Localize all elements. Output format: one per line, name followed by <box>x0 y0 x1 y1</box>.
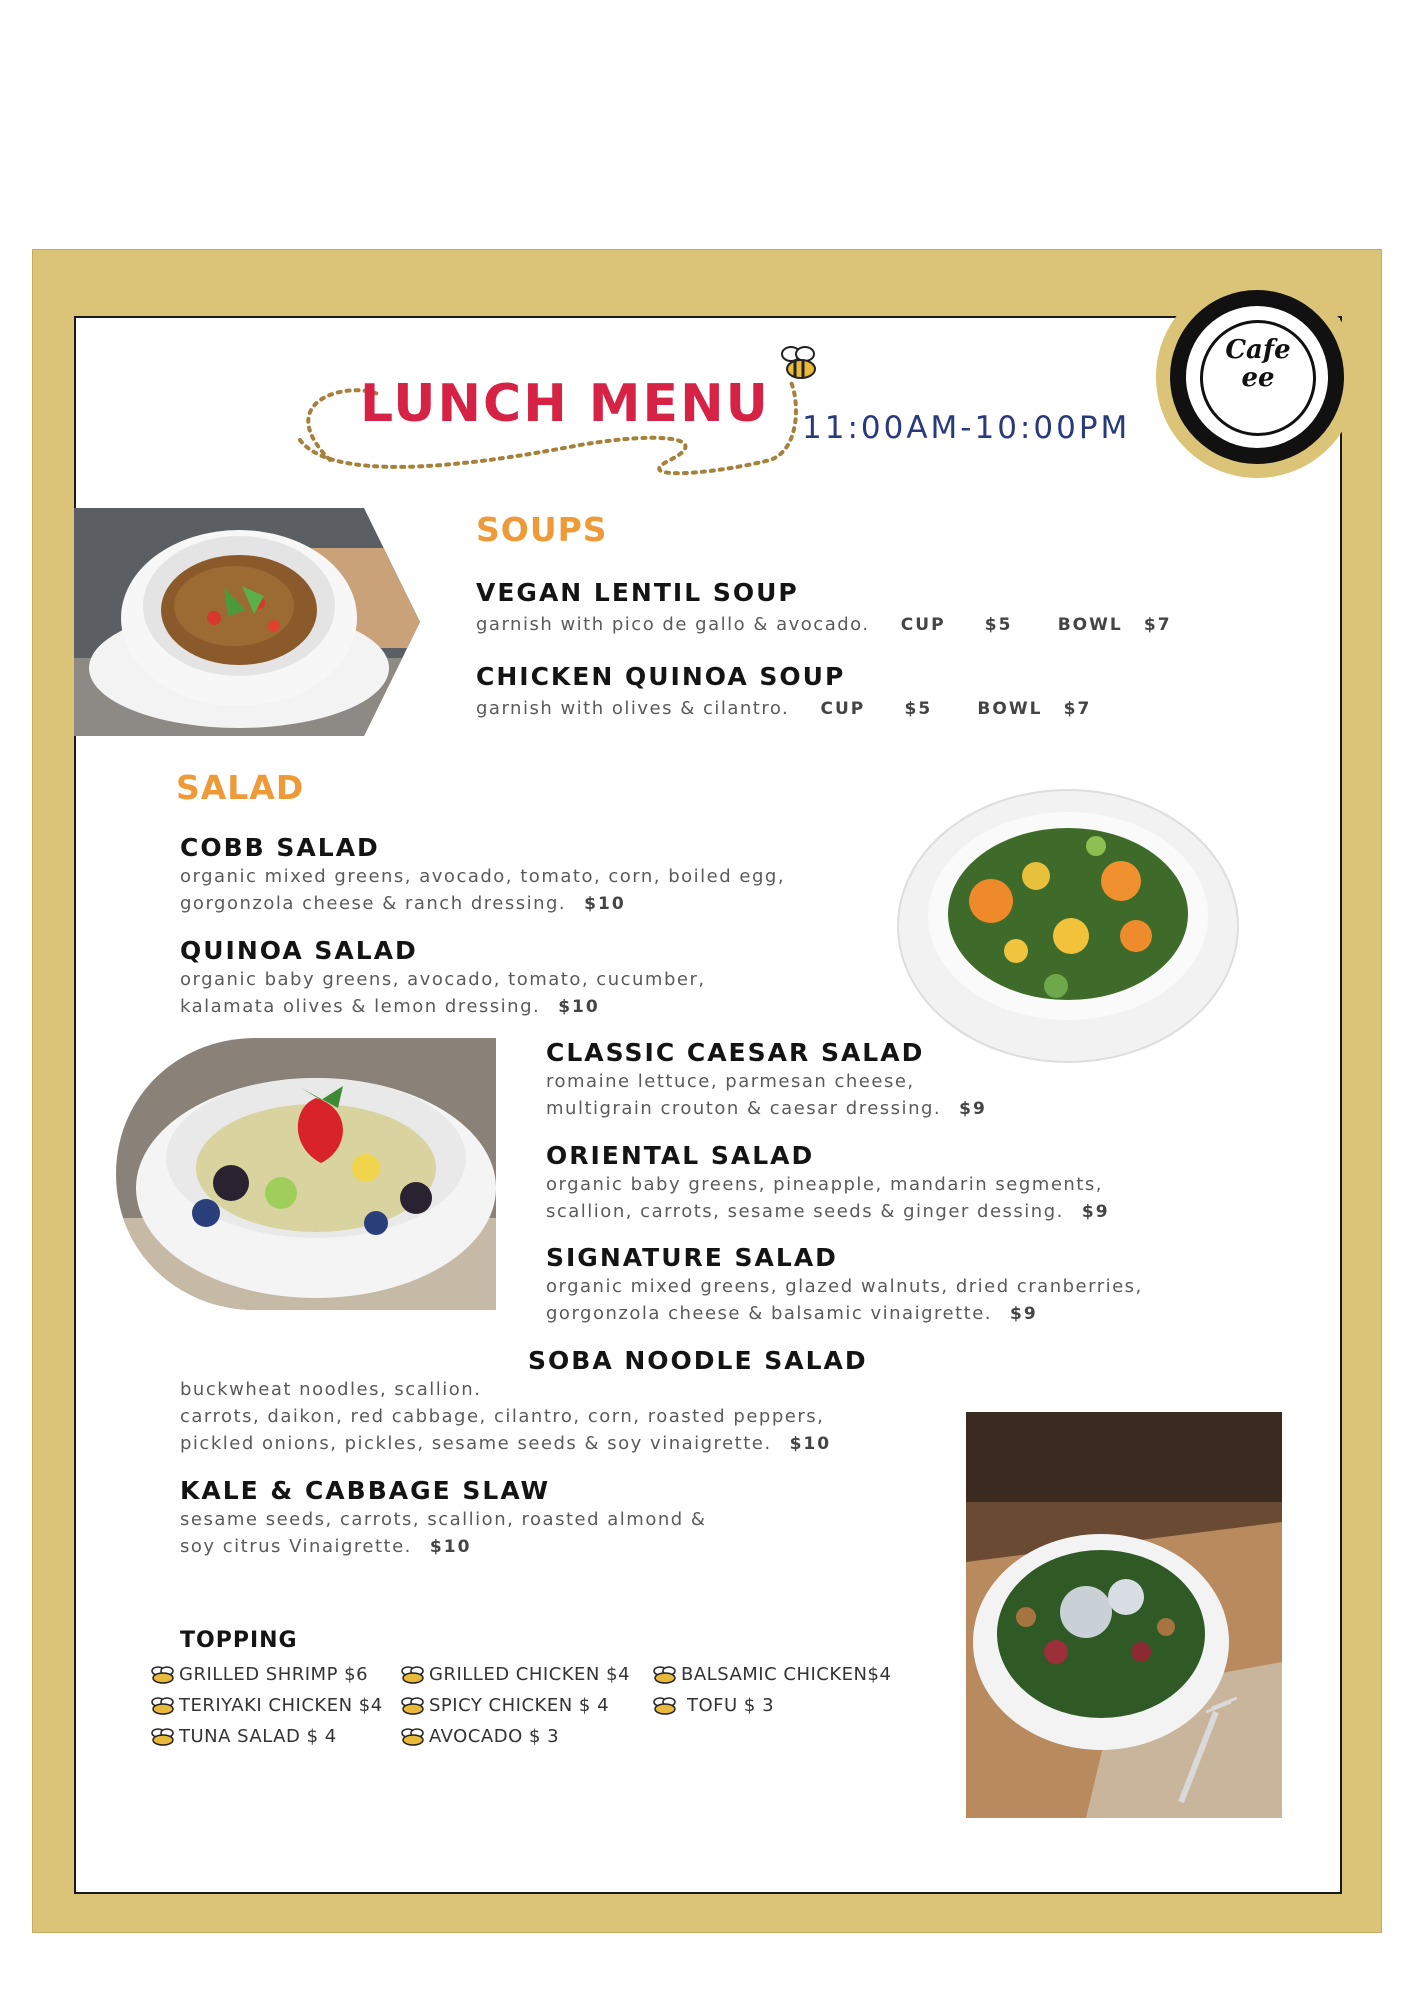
bee-icon <box>400 1697 426 1715</box>
topping-item: TOFU $ 3 <box>652 1695 774 1716</box>
topping-heading: TOPPING <box>180 1628 298 1653</box>
topping-item: TERIYAKI CHICKEN $4 <box>150 1695 383 1716</box>
bee-icon <box>150 1666 176 1684</box>
kale-cabbage-slaw-desc: sesame seeds, carrots, scallion, roasted almond & soy citrus Vinaigrette. $10 <box>180 1509 707 1557</box>
bee-icon <box>150 1697 176 1715</box>
oriental-salad-desc: organic baby greens, pineapple, mandarin segments, scallion, carrots, sesame seeds & ginger dessing. $9 <box>546 1174 1110 1222</box>
bee-icon <box>652 1666 678 1684</box>
oriental-salad-name: ORIENTAL SALAD <box>546 1141 815 1170</box>
cobb-salad-desc: organic mixed greens, avocado, tomato, corn, boiled egg, gorgonzola cheese & ranch dressing. $10 <box>180 866 786 914</box>
topping-item: SPICY CHICKEN $ 4 <box>400 1695 609 1716</box>
soba-noodle-salad-desc: buckwheat noodles, scallion. carrots, daikon, red cabbage, cilantro, corn, roasted peppers, pickled onions, pickles, sesame seeds & soy vinaigrette. $10 <box>180 1379 832 1454</box>
vegan-lentil-soup-name: VEGAN LENTIL SOUP <box>476 578 799 607</box>
bee-icon <box>775 344 823 384</box>
fruit-salad-photo <box>116 1038 496 1310</box>
topping-item: BALSAMIC CHICKEN$4 <box>652 1664 891 1685</box>
caesar-salad-name: CLASSIC CAESAR SALAD <box>546 1038 925 1067</box>
topping-item: GRILLED SHRIMP $6 <box>150 1664 368 1685</box>
signature-salad-desc: organic mixed greens, glazed walnuts, dried cranberries, gorgonzola cheese & balsamic vinaigrette. $9 <box>546 1276 1143 1324</box>
cobb-salad-name: COBB SALAD <box>180 833 380 862</box>
menu-title: LUNCH MENU <box>360 374 770 434</box>
bee-icon <box>652 1697 678 1715</box>
bee-icon <box>400 1728 426 1746</box>
vegan-lentil-soup-desc: garnish with pico de gallo & avocado. CUP $5 BOWL $7 <box>476 614 1172 635</box>
chicken-quinoa-soup-name: CHICKEN QUINOA SOUP <box>476 662 846 691</box>
bee-icon <box>400 1666 426 1684</box>
lentil-soup-photo <box>74 508 420 736</box>
caesar-salad-desc: romaine lettuce, parmesan cheese, multigrain crouton & caesar dressing. $9 <box>546 1071 987 1119</box>
signature-salad-photo <box>966 1412 1282 1818</box>
soba-noodle-salad-name: SOBA NOODLE SALAD <box>528 1346 868 1375</box>
topping-item: AVOCADO $ 3 <box>400 1726 559 1747</box>
topping-item: GRILLED CHICKEN $4 <box>400 1664 630 1685</box>
logo-text: Cafe ee <box>1225 335 1291 393</box>
kale-cabbage-slaw-name: KALE & CABBAGE SLAW <box>180 1476 551 1505</box>
bee-icon <box>150 1728 176 1746</box>
soups-heading: SOUPS <box>476 510 608 549</box>
menu-hours: 11:00AM-10:00PM <box>802 410 1131 446</box>
quinoa-salad-desc: organic baby greens, avocado, tomato, cucumber, kalamata olives & lemon dressing. $10 <box>180 969 706 1017</box>
chicken-quinoa-soup-desc: garnish with olives & cilantro. CUP $5 BOWL $7 <box>476 698 1092 719</box>
signature-salad-name: SIGNATURE SALAD <box>546 1243 838 1272</box>
topping-item: TUNA SALAD $ 4 <box>150 1726 337 1747</box>
oriental-salad-photo <box>896 786 1240 1066</box>
quinoa-salad-name: QUINOA SALAD <box>180 936 418 965</box>
salad-heading: SALAD <box>176 768 305 807</box>
